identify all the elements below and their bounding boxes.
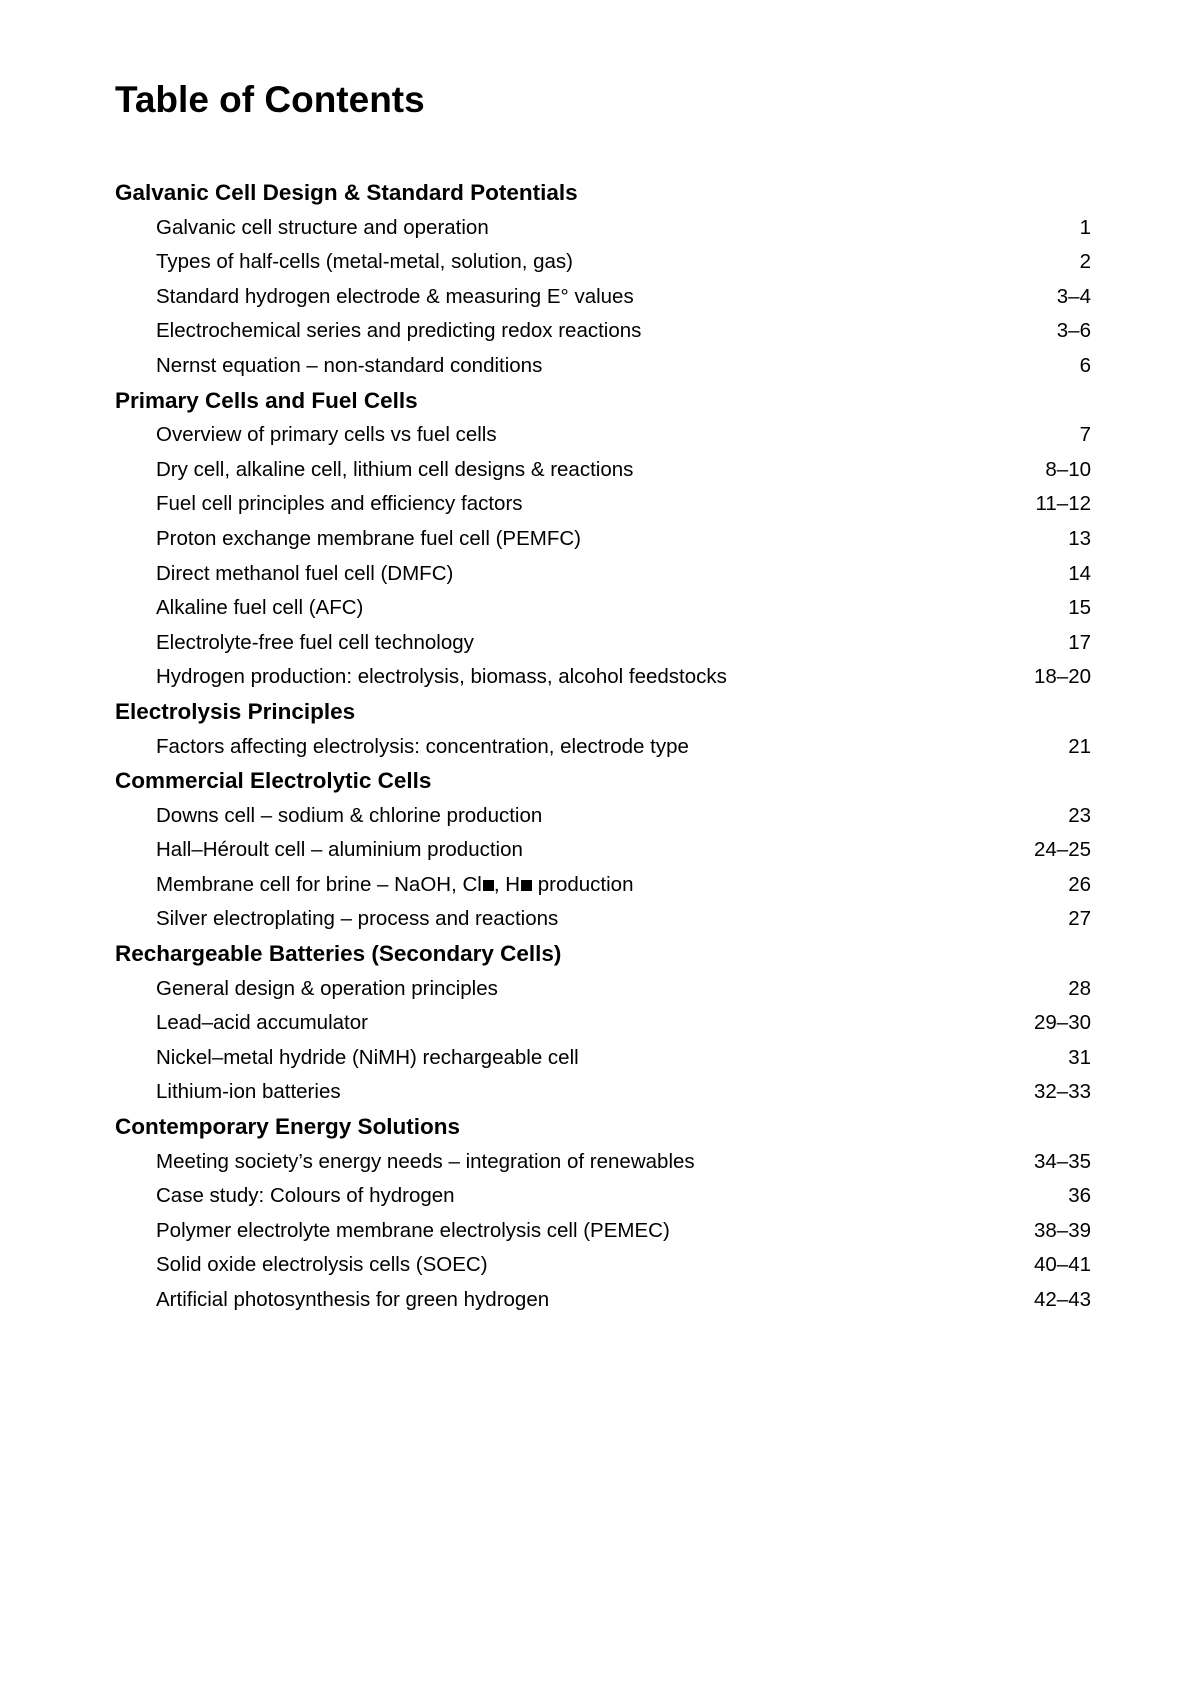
toc-entry[interactable]	[115, 1041, 1091, 1076]
toc-entry-title: Direct methanol fuel cell (DMFC)	[156, 561, 454, 585]
toc-entry-pages: 15	[1068, 596, 1091, 620]
toc-entry[interactable]	[115, 591, 1091, 626]
toc-entry-title: Lithium-ion batteries	[156, 1080, 341, 1104]
toc-entry-title: Overview of primary cells vs fuel cells	[156, 423, 497, 447]
toc-entry-title: Fuel cell principles and efficiency factors	[156, 492, 523, 516]
toc-entry-pages: 28	[1068, 976, 1091, 1000]
toc-entry-title: Artificial photosynthesis for green hydrogen	[156, 1288, 550, 1311]
toc-entry[interactable]	[115, 314, 1091, 349]
toc-entry-pages: 26	[1068, 872, 1091, 896]
toc-entry-pages: 18–20	[1033, 665, 1091, 689]
toc-entry-title: Case study: Colours of hydrogen	[156, 1184, 455, 1208]
toc-entry-title: Nernst equation – non-standard conditions	[156, 353, 543, 377]
toc-entry-title: Factors affecting electrolysis: concentration, electrode type	[156, 734, 689, 758]
section-heading: Commercial Electrolytic Cells	[115, 768, 432, 794]
toc-entry[interactable]	[115, 1283, 1091, 1318]
page-title: Table of Contents	[115, 79, 425, 120]
toc-entry-pages: 23	[1068, 803, 1091, 827]
toc-entry-pages: 40–41	[1033, 1253, 1091, 1277]
toc-entry-title: Lead–acid accumulator	[156, 1011, 368, 1035]
toc-entry-title: Electrolyte-free fuel cell technology	[156, 630, 474, 654]
toc-entry[interactable]	[115, 730, 1091, 765]
toc-entry[interactable]	[115, 626, 1091, 661]
section-heading: Galvanic Cell Design & Standard Potentials	[115, 180, 578, 205]
toc-entry[interactable]	[115, 660, 1091, 695]
toc-entry-pages: 14	[1068, 561, 1091, 585]
toc-entry-pages: 7	[1079, 423, 1091, 447]
toc-entry-title: Membrane cell for brine – NaOH, Cl , H production	[156, 872, 634, 896]
toc-entry-title: Proton exchange membrane fuel cell (PEMFC)	[156, 526, 581, 550]
toc-entry[interactable]	[115, 280, 1091, 315]
toc-entry[interactable]	[115, 1214, 1091, 1249]
toc-entry[interactable]	[115, 211, 1091, 246]
toc-entry-title: Silver electroplating – process and reactions	[156, 907, 559, 931]
toc-entry-pages: 27	[1068, 907, 1091, 931]
toc-entry-pages: 36	[1068, 1184, 1091, 1208]
toc-entry-title: Alkaline fuel cell (AFC)	[156, 596, 364, 620]
toc-entry-title: Hydrogen production: electrolysis, biomass, alcohol feedstocks	[156, 665, 727, 689]
toc-entry[interactable]	[115, 418, 1091, 453]
toc-entry-title: Dry cell, alkaline cell, lithium cell designs & reactions	[156, 457, 634, 481]
toc-entry-pages: 11–12	[1035, 492, 1091, 516]
toc-entry-title: General design & operation principles	[156, 976, 498, 1000]
toc-entry-pages: 1	[1079, 215, 1091, 239]
toc-entry-pages: 24–25	[1033, 838, 1091, 862]
toc-entry-pages: 17	[1068, 630, 1091, 654]
toc-entry-pages: 42–43	[1033, 1288, 1091, 1311]
toc-entry[interactable]	[115, 1075, 1091, 1110]
toc-entry-title: Polymer electrolyte membrane electrolysis cell (PEMEC)	[156, 1218, 670, 1242]
missing-glyph-box	[521, 880, 532, 891]
toc-entry-title: Electrochemical series and predicting redox reactions	[156, 319, 642, 343]
section-heading: Rechargeable Batteries (Secondary Cells)	[115, 941, 562, 967]
toc-entry[interactable]	[115, 349, 1091, 384]
toc-entry[interactable]	[115, 902, 1091, 937]
toc-entry-pages: 32–33	[1033, 1080, 1091, 1104]
toc-entry[interactable]	[115, 453, 1091, 488]
toc-entry[interactable]	[115, 245, 1091, 280]
toc-entry-title: Galvanic cell structure and operation	[156, 215, 489, 239]
table-of-contents	[115, 176, 1091, 1318]
toc-entry-title: Solid oxide electrolysis cells (SOEC)	[156, 1253, 488, 1277]
toc-entry-pages: 13	[1068, 526, 1091, 550]
toc-entry-title: Types of half-cells (metal-metal, solution, gas)	[156, 250, 573, 274]
toc-entry-pages: 38–39	[1033, 1218, 1091, 1242]
toc-entry-title: Standard hydrogen electrode & measuring E° values	[156, 284, 634, 308]
toc-entry-title: Meeting society’s energy needs – integration of renewables	[156, 1149, 695, 1173]
toc-entry[interactable]	[115, 972, 1091, 1007]
toc-entry-pages: 29–30	[1033, 1011, 1091, 1035]
section-heading: Primary Cells and Fuel Cells	[115, 387, 418, 413]
section-heading: Electrolysis Principles	[115, 698, 356, 724]
toc-entry[interactable]	[115, 1179, 1091, 1214]
toc-entry[interactable]	[115, 833, 1091, 868]
missing-glyph-box	[483, 880, 494, 891]
toc-entry-pages: 3–6	[1056, 319, 1091, 343]
toc-entry-pages: 6	[1079, 353, 1091, 377]
toc-entry[interactable]	[115, 487, 1091, 522]
toc-entry-pages: 21	[1068, 734, 1091, 758]
toc-entry[interactable]	[115, 1006, 1091, 1041]
toc-entry[interactable]	[115, 522, 1091, 557]
toc-entry[interactable]	[115, 1248, 1091, 1283]
toc-entry-pages: 34–35	[1033, 1149, 1091, 1173]
toc-entry[interactable]	[115, 557, 1091, 592]
toc-entry-pages: 2	[1079, 250, 1091, 274]
section-heading: Contemporary Energy Solutions	[115, 1114, 461, 1140]
toc-entry-pages: 3–4	[1056, 284, 1091, 308]
toc-entry[interactable]	[115, 799, 1091, 834]
toc-entry-pages: 31	[1068, 1045, 1091, 1069]
toc-entry-title: Nickel–metal hydride (NiMH) rechargeable cell	[156, 1045, 579, 1069]
toc-entry[interactable]	[115, 1145, 1091, 1180]
toc-entry-title: Downs cell – sodium & chlorine production	[156, 803, 543, 827]
toc-entry-pages: 8–10	[1045, 457, 1091, 481]
toc-entry[interactable]	[115, 868, 1091, 903]
toc-entry-title: Hall–Héroult cell – aluminium production	[156, 838, 523, 862]
